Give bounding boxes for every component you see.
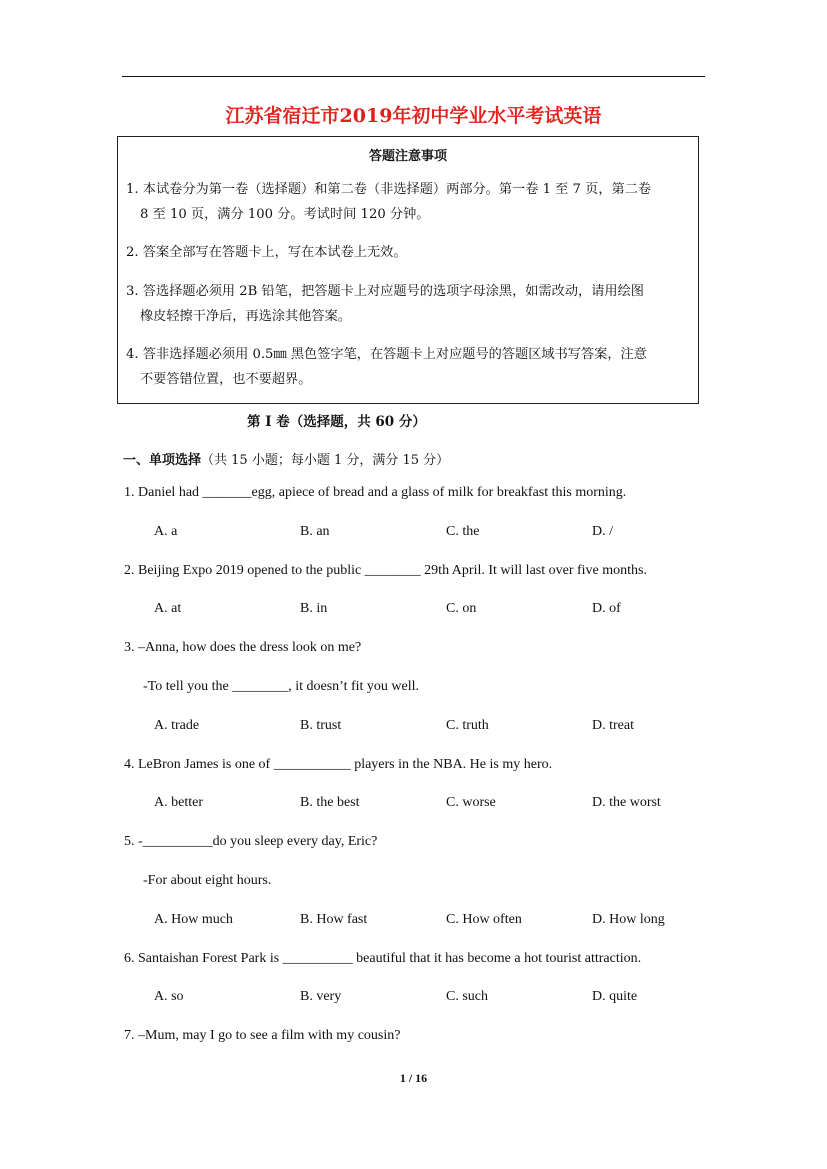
question-stem: 1. Daniel had _______egg, apiece of bread and a glass of milk for breakfast this morning.	[124, 485, 627, 500]
option: D. treat	[592, 718, 634, 733]
notice-line: 8 至 10 页，满分 100 分。考试时间 120 分钟。	[140, 207, 430, 222]
option: A. trade	[154, 718, 200, 733]
notice-line: 4. 答非选择题必须用 0.5㎜ 黑色签字笔，在答题卡上对应题号的答题区域书写答案，注意	[126, 347, 647, 362]
option: B. an	[300, 524, 330, 539]
option: B. in	[300, 601, 328, 616]
section-title: 第 I 卷（选择题，共 60 分）	[247, 414, 426, 430]
notice-item	[126, 240, 694, 265]
option: A. a	[154, 524, 178, 539]
header-rule	[122, 76, 705, 77]
option: D. of	[592, 601, 621, 616]
notice-item	[126, 279, 694, 329]
part-title	[123, 449, 449, 468]
question-stem: 6. Santaishan Forest Park is __________ beautiful that it has become a hot tourist attraction.	[124, 951, 642, 966]
part-label: 一、单项选择	[123, 453, 202, 468]
notice-line: 不要答错位置，也不要超界。	[140, 372, 312, 387]
option: C. How often	[446, 912, 522, 927]
option: C. on	[446, 601, 477, 616]
option: C. such	[446, 989, 488, 1004]
option: B. How fast	[300, 912, 368, 927]
option: A. better	[154, 795, 203, 810]
question-stem: 2. Beijing Expo 2019 opened to the public ________ 29th April. It will last over five months.	[124, 563, 647, 578]
option: A. so	[154, 989, 184, 1004]
notice-heading: 答题注意事项	[368, 149, 447, 164]
option: D. the worst	[592, 795, 661, 810]
question-stem: 5. -__________do you sleep every day, Eric?	[124, 834, 378, 849]
option: B. the best	[300, 795, 360, 810]
question-stem: 7. –Mum, may I go to see a film with my cousin?	[124, 1028, 401, 1043]
notice-item	[126, 342, 694, 392]
option: D. quite	[592, 989, 638, 1004]
notice-line: 1. 本试卷分为第一卷（选择题）和第二卷（非选择题）两部分。第一卷 1 至 7 页，第二卷	[126, 182, 652, 197]
option: A. at	[154, 601, 182, 616]
question-dialog: -To tell you the ________, it doesn’t fit you well.	[143, 679, 420, 694]
notice-box	[117, 136, 699, 404]
option: D. /	[592, 524, 613, 539]
question-stem: 3. –Anna, how does the dress look on me?	[124, 640, 362, 655]
option: C. truth	[446, 718, 489, 733]
page-number: 1 / 16	[399, 1071, 428, 1085]
notice-line: 3. 答选择题必须用 2B 铅笔，把答题卡上对应题号的选项字母涂黑，如需改动，请用绘图	[126, 284, 644, 299]
question-stem: 4. LeBron James is one of ___________ players in the NBA. He is my hero.	[124, 757, 553, 772]
part-detail: （共 15 小题；每小题 1 分，满分 15 分）	[201, 453, 450, 468]
option: C. the	[446, 524, 480, 539]
page-title: 江苏省宿迁市2019年初中学业水平考试英语	[225, 105, 602, 127]
notice-line: 2. 答案全部写在答题卡上，写在本试卷上无效。	[126, 245, 407, 260]
option: C. worse	[446, 795, 496, 810]
option: B. trust	[300, 718, 342, 733]
notice-line: 橡皮轻擦干净后，再选涂其他答案。	[140, 309, 351, 324]
question-dialog: -For about eight hours.	[143, 873, 272, 888]
notice-item	[126, 177, 694, 227]
option: B. very	[300, 989, 342, 1004]
option: A. How much	[154, 912, 233, 927]
option: D. How long	[592, 912, 665, 927]
